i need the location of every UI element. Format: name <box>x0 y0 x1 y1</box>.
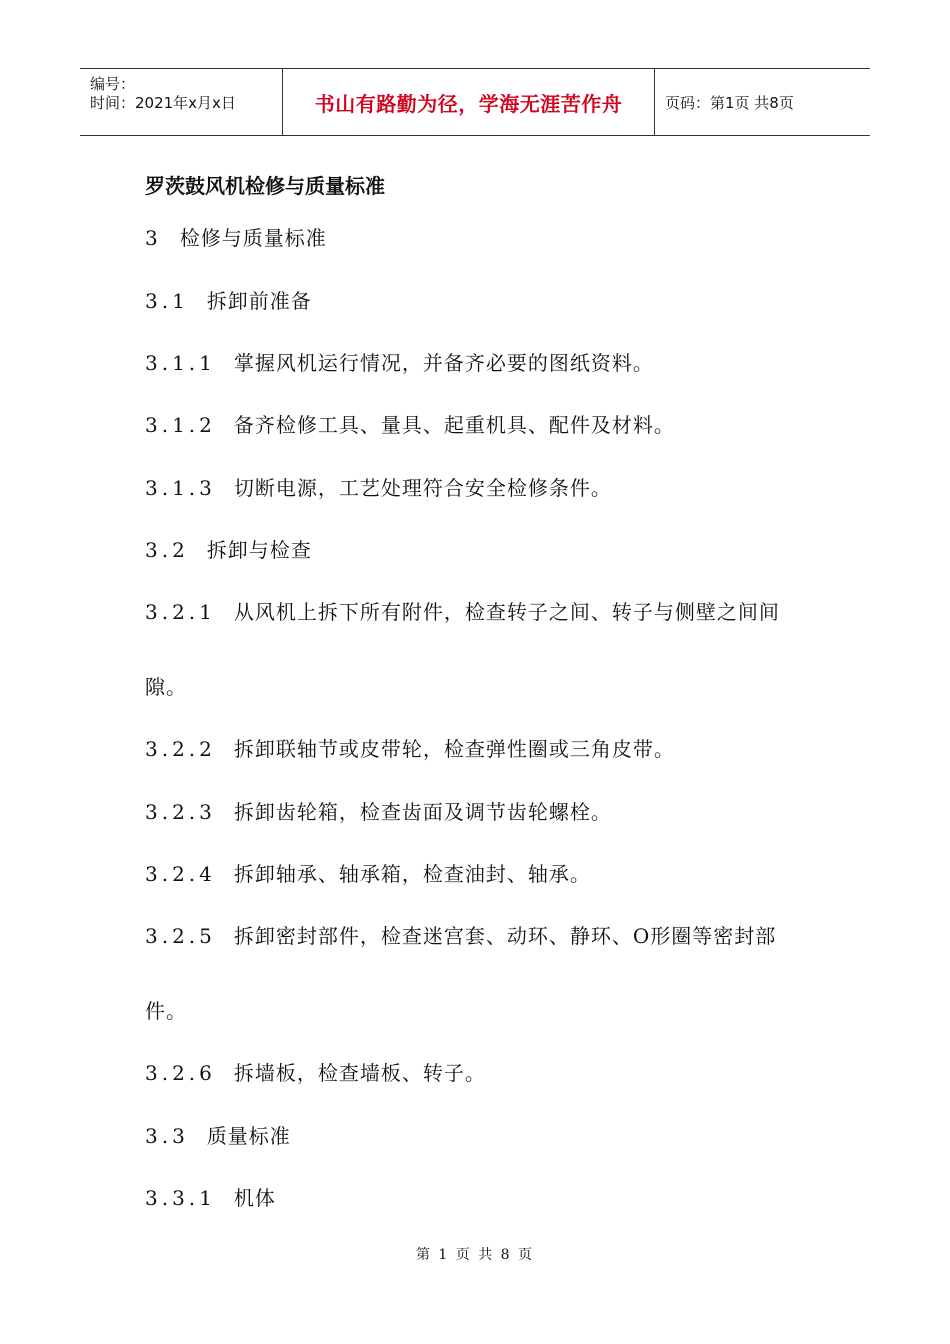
section-line <box>145 1182 276 1211</box>
section-text: 拆卸联轴节或皮带轮，检查弹性圈或三角皮带。 <box>233 737 675 761</box>
page-footer: 第 1 页 共 8 页 <box>415 1247 535 1263</box>
section-line <box>145 920 776 949</box>
section-text: 拆卸与检查 <box>206 538 312 562</box>
document-header <box>80 68 870 136</box>
section-number: 3.2.1 <box>145 600 216 624</box>
header-page-info: 页码：第1页 共8页 <box>665 93 794 112</box>
section-number: 3.1 <box>145 289 189 313</box>
section-number: 3.2.5 <box>145 924 216 948</box>
section-number: 3.2 <box>145 538 189 562</box>
section-text: 拆墙板，检查墙板、转子。 <box>233 1061 486 1085</box>
section-number: 3.2.2 <box>145 737 216 761</box>
section-line <box>145 347 654 376</box>
section-number: 3.2.3 <box>145 800 216 824</box>
section-text: 掌握风机运行情况，并备齐必要的图纸资料。 <box>233 351 654 375</box>
number-label: 编号： <box>90 75 136 93</box>
section-line <box>145 596 780 625</box>
section-line <box>145 733 675 762</box>
header-motto-cell <box>282 69 655 135</box>
header-motto: 书山有路勤为径，学海无涯苦作舟 <box>314 91 623 116</box>
section-number: 3 <box>145 226 162 250</box>
section-text: 质量标准 <box>206 1124 291 1148</box>
section-text: 隙。 <box>145 675 187 699</box>
section-line <box>145 222 327 251</box>
section-text: 拆卸密封部件，检查迷宫套、动环、静环、O形圈等密封部 <box>233 924 777 948</box>
section-line <box>145 796 612 825</box>
section-text: 件。 <box>145 999 187 1023</box>
section-number: 3.3.1 <box>145 1186 216 1210</box>
section-number: 3.2.4 <box>145 862 216 886</box>
section-text: 拆卸前准备 <box>206 289 312 313</box>
section-number: 3.2.6 <box>145 1061 216 1085</box>
section-number: 3.1.1 <box>145 351 216 375</box>
continuation-line <box>145 671 187 700</box>
section-text: 拆卸齿轮箱，检查齿面及调节齿轮螺栓。 <box>233 800 612 824</box>
header-meta <box>80 69 282 135</box>
continuation-line <box>145 995 187 1024</box>
section-line <box>145 409 675 438</box>
section-number: 3.1.2 <box>145 413 216 437</box>
section-text: 切断电源，工艺处理符合安全检修条件。 <box>233 476 612 500</box>
date-label: 时间：2021年x月x日 <box>90 94 236 112</box>
section-number: 3.3 <box>145 1124 189 1148</box>
section-line <box>145 534 312 563</box>
section-line <box>145 858 591 887</box>
section-text: 备齐检修工具、量具、起重机具、配件及材料。 <box>233 413 675 437</box>
section-text: 从风机上拆下所有附件，检查转子之间、转子与侧壁之间间 <box>233 600 780 624</box>
section-line <box>145 1057 486 1086</box>
section-text: 拆卸轴承、轴承箱，检查油封、轴承。 <box>233 862 591 886</box>
section-line <box>145 1120 291 1149</box>
document-title: 罗茨鼓风机检修与质量标准 <box>145 174 385 198</box>
section-text: 机体 <box>233 1186 276 1210</box>
section-number: 3.1.3 <box>145 476 216 500</box>
section-text: 检修与质量标准 <box>179 226 327 250</box>
section-line <box>145 285 312 314</box>
section-line <box>145 472 612 501</box>
